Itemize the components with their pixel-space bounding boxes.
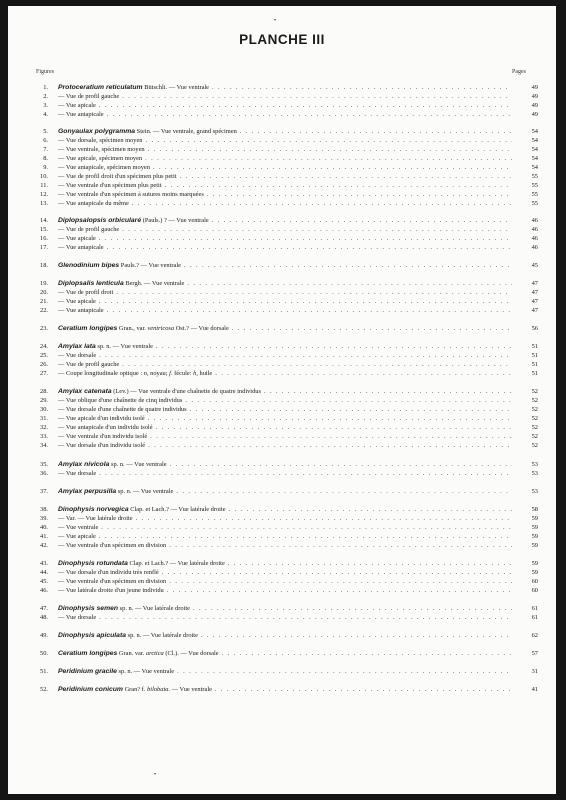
caption-text: sp. n. — Vue latérale droite bbox=[118, 605, 190, 612]
caption-text: sp. n. — Vue ventrale bbox=[116, 668, 175, 675]
figure-caption bbox=[58, 577, 512, 586]
figure-number: 32. bbox=[40, 424, 48, 431]
species-name: Dinophysis norvegica bbox=[58, 506, 129, 513]
figure-number: 6. bbox=[43, 137, 48, 144]
italic-term: arctica bbox=[145, 650, 164, 657]
caption-text: . — Vue ventrale bbox=[168, 686, 212, 693]
figure-caption bbox=[58, 154, 512, 163]
caption-text: — Vue apicale bbox=[58, 533, 96, 540]
page-number: 46 bbox=[531, 244, 538, 251]
table-row bbox=[34, 324, 538, 333]
figure-number: 4. bbox=[43, 111, 48, 118]
figure-number: 42. bbox=[40, 542, 48, 549]
figure-caption bbox=[58, 163, 512, 172]
figure-caption bbox=[58, 234, 512, 243]
page-number: 52 bbox=[531, 415, 538, 422]
figure-number: 34. bbox=[40, 442, 48, 449]
caption-text: Gran? f. bbox=[122, 686, 148, 693]
page-number: 59 bbox=[531, 542, 538, 549]
figure-caption bbox=[58, 288, 512, 297]
page-number: 53 bbox=[531, 488, 538, 495]
figure-number: 5. bbox=[43, 128, 48, 135]
page-number: 54 bbox=[531, 164, 538, 171]
figure-number: 3. bbox=[43, 102, 48, 109]
figure-caption bbox=[58, 360, 512, 369]
page-number: 49 bbox=[531, 111, 538, 118]
figure-caption bbox=[58, 414, 512, 423]
figure-number: 12. bbox=[40, 191, 48, 198]
caption-text: Clap. et Lach.? — Vue latérale droite bbox=[128, 506, 226, 513]
figure-number: 22. bbox=[40, 307, 48, 314]
figure-number: 26. bbox=[40, 361, 48, 368]
caption-text: — Vue dorsale d'un individu isolé bbox=[58, 442, 146, 449]
page-number: 47 bbox=[531, 289, 538, 296]
caption-text: , noyau; bbox=[146, 370, 170, 377]
figure-number: 15. bbox=[40, 226, 48, 233]
page-number: 59 bbox=[531, 569, 538, 576]
italic-term: h bbox=[193, 370, 197, 377]
figure-number: 37. bbox=[40, 488, 48, 495]
figure-number: 35. bbox=[40, 461, 48, 468]
caption-text: — Vue antapicale d'un individu isolé bbox=[58, 424, 153, 431]
figures-header: Figures bbox=[36, 69, 54, 75]
caption-text: — Vue dorsale bbox=[58, 470, 97, 477]
table-row bbox=[34, 523, 538, 532]
figure-caption bbox=[58, 369, 512, 378]
figure-number: 25. bbox=[40, 352, 48, 359]
caption-text: — Vue de profil droit bbox=[58, 289, 114, 296]
table-row bbox=[34, 387, 538, 396]
table-row bbox=[34, 342, 538, 351]
table-row bbox=[34, 92, 538, 101]
table-row bbox=[34, 487, 538, 496]
page-number: 62 bbox=[531, 632, 538, 639]
table-row bbox=[34, 423, 538, 432]
figure-number: 10. bbox=[40, 173, 48, 180]
pages-header: Pages bbox=[512, 69, 526, 75]
caption-text: — Vue ventrale, spécimen moyen bbox=[58, 146, 145, 153]
figure-caption bbox=[58, 487, 512, 496]
species-name: Dinophysis apiculata bbox=[58, 632, 126, 639]
caption-text: (Lev.) — Vue ventrale d'une chaînette de quatre individus bbox=[111, 388, 261, 395]
table-row bbox=[34, 505, 538, 514]
page-number: 53 bbox=[531, 470, 538, 477]
page-number: 47 bbox=[531, 280, 538, 287]
caption-text: Stein. — Vue ventrale, grand spécimen bbox=[135, 128, 237, 135]
caption-text: — Coupe longitudinale optique : bbox=[58, 370, 144, 377]
page-number: 49 bbox=[531, 93, 538, 100]
page-number: 49 bbox=[531, 84, 538, 91]
species-name: Ceratium longipes bbox=[58, 650, 118, 657]
figure-number: 29. bbox=[40, 397, 48, 404]
table-row bbox=[34, 577, 538, 586]
figure-number: 19. bbox=[40, 280, 48, 287]
table-row bbox=[34, 172, 538, 181]
table-row bbox=[34, 136, 538, 145]
caption-text: Ost.? — Vue dorsale bbox=[174, 325, 229, 332]
figure-caption bbox=[58, 181, 512, 190]
table-row bbox=[34, 288, 538, 297]
caption-text: — Vue antapicale bbox=[58, 244, 104, 251]
table-row bbox=[34, 559, 538, 568]
caption-text: Clap. et Lach.? — Vue latérale droite bbox=[127, 560, 225, 567]
figure-number: 33. bbox=[40, 433, 48, 440]
table-row bbox=[34, 541, 538, 550]
table-row bbox=[34, 667, 538, 676]
page-title: PLANCHE III bbox=[239, 32, 325, 47]
figure-caption bbox=[58, 405, 512, 414]
table-row bbox=[34, 360, 538, 369]
figure-number: 28. bbox=[40, 388, 48, 395]
caption-text: — Vue antapicale bbox=[58, 307, 104, 314]
figure-number: 36. bbox=[40, 470, 48, 477]
page-number: 61 bbox=[531, 614, 538, 621]
species-name: Amylax catenata bbox=[58, 388, 112, 395]
page-number: 59 bbox=[531, 524, 538, 531]
figure-number: 23. bbox=[40, 325, 48, 332]
caption-text: — Var. — Vue latérale droite bbox=[58, 515, 133, 522]
caption-text: — Vue de profil gauche bbox=[58, 93, 120, 100]
caption-text: , huile bbox=[196, 370, 213, 377]
table-row bbox=[34, 243, 538, 252]
table-row bbox=[34, 216, 538, 225]
figure-number: 13. bbox=[40, 200, 48, 207]
figure-caption bbox=[58, 324, 512, 333]
page-number: 46 bbox=[531, 235, 538, 242]
figure-number: 21. bbox=[40, 298, 48, 305]
table-row bbox=[34, 261, 538, 270]
italic-term: f bbox=[169, 370, 171, 377]
figure-caption bbox=[58, 92, 512, 101]
figure-number: 40. bbox=[40, 524, 48, 531]
page-number: 49 bbox=[531, 102, 538, 109]
caption-text: Gran. var. bbox=[117, 650, 146, 657]
caption-text: — Vue oblique d'une chaînette de cinq individus bbox=[58, 397, 183, 404]
page-number: 59 bbox=[531, 533, 538, 540]
page-number: 51 bbox=[531, 352, 538, 359]
page-number: 54 bbox=[531, 137, 538, 144]
figure-caption bbox=[58, 225, 512, 234]
page-number: 54 bbox=[531, 128, 538, 135]
figure-caption bbox=[58, 604, 512, 613]
caption-text: sp. n. — Vue ventrale bbox=[95, 343, 153, 350]
figure-number: 47. bbox=[40, 605, 48, 612]
figure-number: 48. bbox=[40, 614, 48, 621]
table-row bbox=[34, 532, 538, 541]
figure-number: 31. bbox=[40, 415, 48, 422]
figure-caption bbox=[58, 279, 512, 288]
table-row bbox=[34, 649, 538, 658]
page-number: 52 bbox=[531, 388, 538, 395]
figure-caption bbox=[58, 297, 512, 306]
figure-caption bbox=[58, 396, 512, 405]
figure-caption bbox=[58, 136, 512, 145]
figure-number: 2. bbox=[43, 93, 48, 100]
figure-caption bbox=[58, 586, 512, 595]
figure-number: 50. bbox=[40, 650, 48, 657]
species-name: Protoceratium reticulatum bbox=[58, 84, 143, 91]
species-name: Amylax nivicola bbox=[58, 461, 110, 468]
figure-number: 20. bbox=[40, 289, 48, 296]
table-row bbox=[34, 514, 538, 523]
species-name: Peridinium conicum bbox=[58, 686, 123, 693]
table-row bbox=[34, 432, 538, 441]
table-row bbox=[34, 414, 538, 423]
figure-caption bbox=[58, 667, 512, 676]
figure-caption bbox=[58, 541, 512, 550]
figure-caption bbox=[58, 469, 512, 478]
table-row bbox=[34, 279, 538, 288]
caption-text: — Vue de profil gauche bbox=[58, 226, 120, 233]
table-row bbox=[34, 83, 538, 92]
caption-text: — Vue ventrale d'un spécimen plus petit bbox=[58, 182, 162, 189]
figure-caption bbox=[58, 261, 512, 270]
figure-number: 24. bbox=[40, 343, 48, 350]
page-number: 55 bbox=[531, 200, 538, 207]
caption-text: — Vue de profil gauche bbox=[58, 361, 120, 368]
caption-text: Bergh. — Vue ventrale bbox=[123, 280, 185, 287]
page-number: 54 bbox=[531, 146, 538, 153]
caption-text: Pauls.? — Vue ventrale bbox=[119, 262, 181, 269]
page-number: 60 bbox=[531, 587, 538, 594]
table-row bbox=[34, 441, 538, 450]
caption-text: — Vue antapicale, spécimen moyen bbox=[58, 164, 150, 171]
figure-caption bbox=[58, 351, 512, 360]
page-number: 52 bbox=[531, 397, 538, 404]
figure-caption bbox=[58, 432, 512, 441]
figure-caption bbox=[58, 199, 512, 208]
page-number: 52 bbox=[531, 433, 538, 440]
table-row bbox=[34, 631, 538, 640]
figure-caption bbox=[58, 243, 512, 252]
table-row bbox=[34, 297, 538, 306]
caption-text: — Vue apicale bbox=[58, 102, 96, 109]
caption-text: — Vue dorsale, spécimen moyen bbox=[58, 137, 143, 144]
figure-number: 11. bbox=[40, 182, 48, 189]
figure-number: 45. bbox=[40, 578, 48, 585]
page-number: 60 bbox=[531, 578, 538, 585]
table-row bbox=[34, 685, 538, 694]
table-row bbox=[34, 405, 538, 414]
caption-text: — Vue ventrale d'un spécimen en division bbox=[58, 578, 167, 585]
page-number: 53 bbox=[531, 461, 538, 468]
table-row bbox=[34, 110, 538, 119]
species-name: Ceratium longipes bbox=[58, 325, 118, 332]
figure-number: 7. bbox=[43, 146, 48, 153]
figure-number: 39. bbox=[40, 515, 48, 522]
page-number: 31 bbox=[531, 668, 538, 675]
page-number: 59 bbox=[531, 515, 538, 522]
page-number: 46 bbox=[531, 226, 538, 233]
figure-caption bbox=[58, 532, 512, 541]
figure-caption bbox=[58, 190, 512, 199]
table-row bbox=[34, 154, 538, 163]
figure-number: 9. bbox=[43, 164, 48, 171]
table-row bbox=[34, 586, 538, 595]
page-number: 47 bbox=[531, 298, 538, 305]
table-row bbox=[34, 145, 538, 154]
species-name: Amylax perpusilla bbox=[58, 488, 117, 495]
table-row bbox=[34, 199, 538, 208]
figure-number: 17. bbox=[40, 244, 48, 251]
caption-text: sp. n. — Vue latérale droite bbox=[126, 632, 198, 639]
figure-number: 38. bbox=[40, 506, 48, 513]
bottom-mark: • bbox=[154, 772, 157, 778]
table-row bbox=[34, 369, 538, 378]
figure-number: 18. bbox=[40, 262, 48, 269]
figure-caption bbox=[58, 110, 512, 119]
figure-caption bbox=[58, 613, 512, 622]
figure-caption bbox=[58, 127, 512, 136]
figure-caption bbox=[58, 145, 512, 154]
page-number: 55 bbox=[531, 173, 538, 180]
caption-text: — Vue dorsale bbox=[58, 614, 97, 621]
page-number: 45 bbox=[531, 262, 538, 269]
caption-text: Bütschli. — Vue ventrale bbox=[142, 84, 210, 91]
figure-caption bbox=[58, 685, 512, 694]
caption-text: sp. n. — Vue ventrale bbox=[116, 488, 174, 495]
page-number: 52 bbox=[531, 442, 538, 449]
figure-caption bbox=[58, 559, 512, 568]
caption-text: — Vue apicale d'un individu isolé bbox=[58, 415, 145, 422]
caption-text: — Vue dorsale bbox=[58, 352, 97, 359]
page-number: 54 bbox=[531, 155, 538, 162]
figure-caption bbox=[58, 83, 512, 92]
figure-number: 27. bbox=[40, 370, 48, 377]
figure-caption bbox=[58, 306, 512, 315]
figure-caption bbox=[58, 423, 512, 432]
caption-text: — Vue antapicale du même bbox=[58, 200, 129, 207]
figure-caption bbox=[58, 649, 512, 658]
figure-number: 14. bbox=[40, 217, 48, 224]
table-row bbox=[34, 460, 538, 469]
caption-text: sp. n. — Vue ventrale bbox=[109, 461, 167, 468]
table-row bbox=[34, 190, 538, 199]
species-name: Dinophysis semen bbox=[58, 605, 119, 612]
italic-term: n bbox=[143, 370, 147, 377]
species-name: Gonyaulax polygramma bbox=[58, 128, 136, 135]
table-row bbox=[34, 101, 538, 110]
species-name: Peridinium gracile bbox=[58, 668, 117, 675]
figure-caption bbox=[58, 631, 512, 640]
page-number: 51 bbox=[531, 370, 538, 377]
page-number: 51 bbox=[531, 343, 538, 350]
page-number: 52 bbox=[531, 406, 538, 413]
table-row bbox=[34, 351, 538, 360]
figure-caption bbox=[58, 387, 512, 396]
table-row bbox=[34, 568, 538, 577]
figure-caption bbox=[58, 514, 512, 523]
page-number: 56 bbox=[531, 325, 538, 332]
page-number: 46 bbox=[531, 217, 538, 224]
caption-text: — Vue dorsale d'un individu très renflé bbox=[58, 569, 159, 576]
figure-number: 51. bbox=[40, 668, 48, 675]
species-name: Diplopsalopsis orbicularé bbox=[58, 217, 142, 224]
figure-number: 43. bbox=[40, 560, 48, 567]
figure-number: 44. bbox=[40, 569, 48, 576]
caption-text: Gran., var. bbox=[117, 325, 148, 332]
page-number: 52 bbox=[531, 424, 538, 431]
caption-text: — Vue de profil droit d'un spécimen plus petit bbox=[58, 173, 177, 180]
figure-caption bbox=[58, 460, 512, 469]
figure-number: 30. bbox=[40, 406, 48, 413]
italic-term: ventricosa bbox=[147, 325, 175, 332]
figure-caption bbox=[58, 342, 512, 351]
figure-caption bbox=[58, 101, 512, 110]
caption-text: (Cl.). — Vue dorsale bbox=[163, 650, 219, 657]
caption-text: (Pauls.) ? — Vue ventrale bbox=[141, 217, 209, 224]
figure-number: 1. bbox=[43, 84, 48, 91]
figure-caption bbox=[58, 172, 512, 181]
caption-text: — Vue ventrale d'un individu isolé bbox=[58, 433, 148, 440]
caption-text: — Vue ventrale d'un spécimen en division bbox=[58, 542, 167, 549]
species-name: Amylax lata bbox=[58, 343, 96, 350]
caption-text: — Vue dorsale d'une chaînette de quatre individus bbox=[58, 406, 187, 413]
figure-caption bbox=[58, 505, 512, 514]
figure-number: 46. bbox=[40, 587, 48, 594]
caption-text: — Vue ventrale bbox=[58, 524, 99, 531]
page-number: 55 bbox=[531, 191, 538, 198]
table-row bbox=[34, 181, 538, 190]
page-number: 61 bbox=[531, 605, 538, 612]
figure-number: 8. bbox=[43, 155, 48, 162]
page-number: 55 bbox=[531, 182, 538, 189]
top-mark: • bbox=[274, 18, 277, 24]
caption-text: . fécule: bbox=[170, 370, 194, 377]
figure-number: 52. bbox=[40, 686, 48, 693]
caption-text: — Vue ventrale d'un spécimen à sutures moins marquées bbox=[58, 191, 204, 198]
table-row bbox=[34, 613, 538, 622]
document-page bbox=[8, 6, 556, 794]
caption-text: — Vue antapicale bbox=[58, 111, 104, 118]
figure-caption bbox=[58, 523, 512, 532]
table-row bbox=[34, 306, 538, 315]
figure-caption bbox=[58, 568, 512, 577]
table-row bbox=[34, 234, 538, 243]
caption-text: — Vue apicale bbox=[58, 298, 96, 305]
table-row bbox=[34, 163, 538, 172]
species-name: Diplopsalis lenticula bbox=[58, 280, 124, 287]
table-row bbox=[34, 396, 538, 405]
page-number: 58 bbox=[531, 506, 538, 513]
page-number: 51 bbox=[531, 361, 538, 368]
figure-number: 49. bbox=[40, 632, 48, 639]
table-row bbox=[34, 604, 538, 613]
table-row bbox=[34, 225, 538, 234]
italic-term: bilobata bbox=[147, 686, 169, 693]
caption-text: — Vue apicale, spécimen moyen bbox=[58, 155, 143, 162]
figure-caption bbox=[58, 216, 512, 225]
caption-text: — Vue latérale droite d'un jeune individu bbox=[58, 587, 164, 594]
figure-number: 16. bbox=[40, 235, 48, 242]
page-number: 41 bbox=[531, 686, 538, 693]
page-number: 59 bbox=[531, 560, 538, 567]
caption-text: — Vue apicale bbox=[58, 235, 96, 242]
table-row bbox=[34, 469, 538, 478]
figure-caption bbox=[58, 441, 512, 450]
species-name: Glenodinium bipes bbox=[58, 262, 120, 269]
page-number: 47 bbox=[531, 307, 538, 314]
species-name: Dinophysis rotundata bbox=[58, 560, 128, 567]
page-number: 57 bbox=[531, 650, 538, 657]
figure-number: 41. bbox=[40, 533, 48, 540]
table-row bbox=[34, 127, 538, 136]
